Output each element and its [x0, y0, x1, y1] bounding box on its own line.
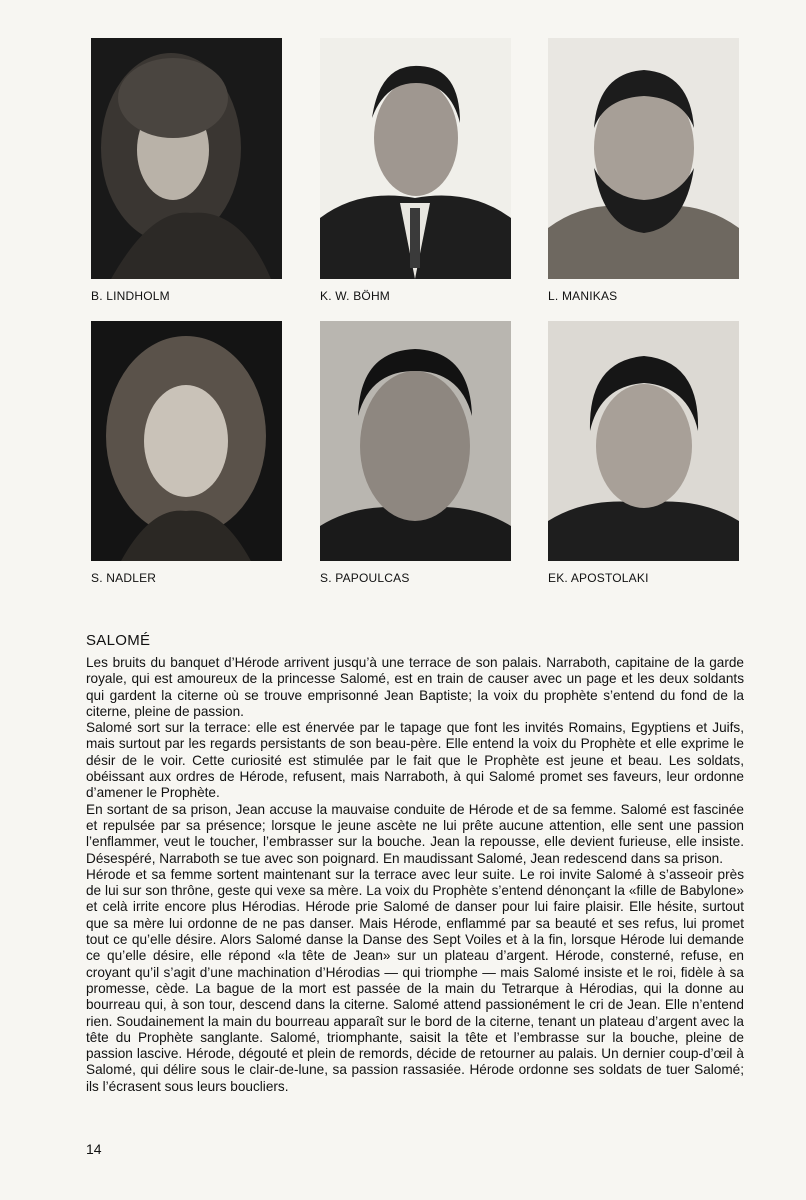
portrait-photo-ek-apostolaki [548, 321, 739, 561]
synopsis-text [86, 655, 744, 1095]
synopsis-paragraph: Les bruits du banquet d’Hérode arrivent jusqu’à une terrace de son palais. Narraboth, capitaine de la garde royale, qui est amoureux de la princesse Salomé, est en train de causer avec un page et les deux soldants qui gardent la citerne où se trouve emprisonné Jean Baptiste; la voix du prophète s’entend du fond de la citerne, pleine de passion. [86, 655, 744, 719]
photo-caption: L. MANIKAS [548, 289, 618, 303]
synopsis-paragraph: Hérode et sa femme sortent maintenant sur la terrace avec leur suite. Le roi invite Salomé à s’asseoir près de lui sur son thrône, geste qui vexe sa mère. La voix du Prophète s’entend dénonçant la «fille de Babylone» et celà irrite encore plus Hérodias. Hérode prie Salomé de danser pour lui faire plaisir. Elle hésite, surtout que sa mère lui ordonne de ne pas danser. Mais Hérode, enflammé par sa beauté et ses refus, lui promet tout ce qu’elle désire. Alors Salomé danse la Danse des Sept Voiles et à la fin, lorsque Hérode lui demande ce qu’elle désire, elle répond «la tête de Jean» sur un plateau d’argent. Hérode, consterné, refuse, en croyant qu’il s’agit d’une machination d’Hérodias — qui triomphe — mais Salomé insiste et le roi, fidèle à sa promesse, cède. La bague de la mort est passée de la main du Tetrarque à Hérodias, qui la donne au bourreau qui, à son tour, descend dans la citerne. Salomé attend passionément le cri de Jean. Elle n’entend rien. Soudainement la main du bourreau apparaît sur le bord de la citerne, tenant un plateau d’argent avec la tête du Prophète sanglante. Salomé, triomphante, saisit la tête et l’embrasse sur la bouche, pleine de passion lascive. Hérode, dégouté et plein de remords, décide de retourner au palais. Un dernier coup-d’œil à Salomé, qui délire sous le clair-de-lune, sa passion rassasiée. Hérode ordonne ses soldats de tuer Salomé; ils l’écrasent sous leurs boucliers. [86, 866, 744, 1094]
portrait-photo-b-lindholm [91, 38, 282, 279]
photo-caption: B. LINDHOLM [91, 289, 170, 303]
portrait-photo-l-manikas [548, 38, 739, 279]
photo-caption: S. PAPOULCAS [320, 571, 410, 585]
portrait-photo-k-w-bohm [320, 38, 511, 279]
photo-caption: S. NADLER [91, 571, 157, 585]
photo-caption: EK. APOSTOLAKI [548, 571, 649, 585]
synopsis-paragraph: Salomé sort sur la terrace: elle est énervée par le tapage que font les invités Romains, Egyptiens et Juifs, mais surtout par les regards persistants de son beau-père. Elle entend la voix du Prophète et elle exprime le désir de le voir. Cette curiosité est stimulée par le fait que le Prophète est jeune et beau. Les soldats, obéissant aux ordres de Hérode, refusent, mais Narraboth, à qui Salomé promet ses faveurs, leur ordonne d’amener le Prophète. [86, 720, 744, 801]
page-number: 14 [86, 1141, 102, 1157]
portrait-photo-s-nadler [91, 321, 282, 561]
synopsis-paragraph: En sortant de sa prison, Jean accuse la mauvaise conduite de Hérode et de sa femme. Salomé est fascinée et repulsée par sa présence; lorsque le jeune ascète ne lui prête aucune attention, elle sent une passion l’enflammer, veut le toucher, l’embrasser sur la bouche. Jean la repousse, elle devient furieuse, elle insiste. Désespéré, Narraboth se tue avec son poignard. En maudissant Salomé, Jean redescend dans sa prison. [86, 801, 744, 866]
portrait-photo-s-papoulcas [320, 321, 511, 561]
photo-caption: K. W. BÖHM [320, 289, 391, 303]
section-title: SALOMÉ [86, 632, 151, 649]
